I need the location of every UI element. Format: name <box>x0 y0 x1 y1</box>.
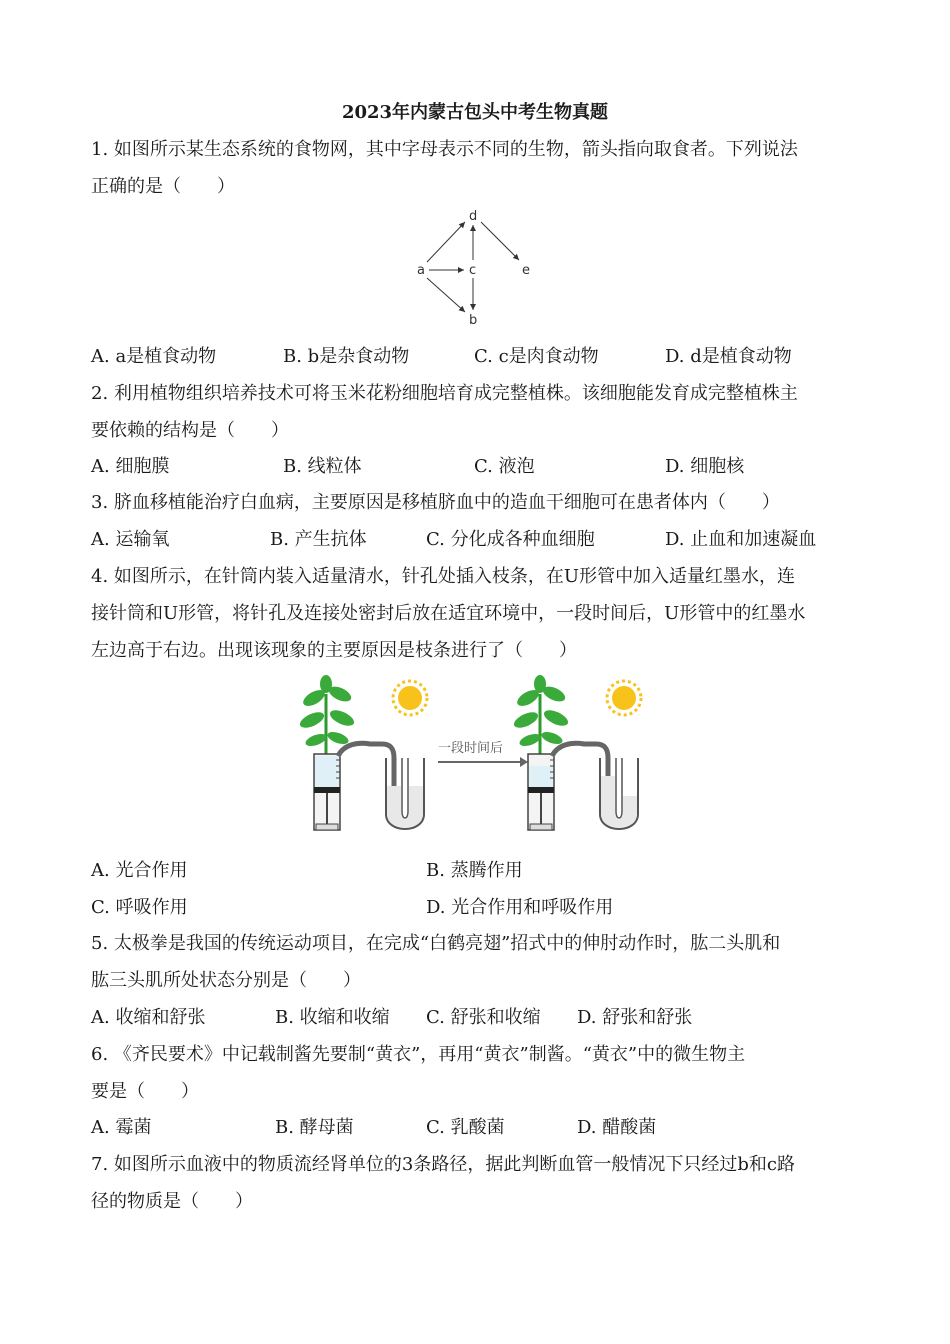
arrow-d-e <box>481 222 519 260</box>
food-web-diagram <box>405 200 545 330</box>
q2-option-d: D. 细胞核 <box>665 456 745 477</box>
node-d: d <box>469 209 478 224</box>
node-b: b <box>469 313 478 328</box>
arrow-a-b <box>427 278 465 312</box>
q7-stem-line2: 径的物质是（ ） <box>91 1191 253 1212</box>
q5-option-d: D. 舒张和舒张 <box>577 1007 693 1028</box>
sun-left-icon <box>393 681 427 715</box>
q5-stem-line2: 肱三头肌所处状态分别是（ ） <box>91 970 361 991</box>
q1-stem-line1: 1. 如图所示某生态系统的食物网，其中字母表示不同的生物，箭头指向取食者。下列说法 <box>91 139 798 160</box>
q6-stem-line1: 6. 《齐民要术》中记载制酱先要制“黄衣”，再用“黄衣”制酱。“黄衣”中的微生物主 <box>91 1044 746 1065</box>
q4-option-d: D. 光合作用和呼吸作用 <box>426 897 614 918</box>
q1-option-a: A. a是植食动物 <box>91 346 217 367</box>
q4-stem-line1: 4. 如图所示，在针筒内装入适量清水，针孔处插入枝条，在U形管中加入适量红墨水，连 <box>91 566 796 587</box>
node-a: a <box>417 263 425 278</box>
page-title: 2023年内蒙古包头中考生物真题 <box>341 102 609 123</box>
q1-option-d: D. d是植食动物 <box>665 346 792 367</box>
q5-option-c: C. 舒张和收缩 <box>426 1007 541 1028</box>
q4-stem-line2: 接针筒和U形管，将针孔及连接处密封后放在适宜环境中，一段时间后，U形管中的红墨水 <box>91 603 806 624</box>
q1-stem-line2: 正确的是（ ） <box>91 176 235 197</box>
node-c: c <box>469 263 477 278</box>
q6-stem-line2: 要是（ ） <box>91 1081 199 1102</box>
setup-before <box>298 675 427 830</box>
q3-option-c: C. 分化成各种血细胞 <box>426 529 595 550</box>
q4-option-a: A. 光合作用 <box>91 860 188 881</box>
time-arrow <box>438 757 528 767</box>
q6-option-a: A. 霉菌 <box>91 1117 152 1138</box>
q6-option-d: D. 醋酸菌 <box>577 1117 657 1138</box>
transpiration-experiment-figure <box>298 674 658 840</box>
syringe-right <box>528 754 554 830</box>
q4-stem-line3: 左边高于右边。出现该现象的主要原因是枝条进行了（ ） <box>91 640 577 661</box>
q6-option-c: C. 乳酸菌 <box>426 1117 505 1138</box>
sun-right-icon <box>607 681 641 715</box>
q2-option-a: A. 细胞膜 <box>91 456 170 477</box>
q3-option-d: D. 止血和加速凝血 <box>665 529 817 550</box>
q2-option-c: C. 液泡 <box>474 456 535 477</box>
q3-option-b: B. 产生抗体 <box>270 529 367 550</box>
q4-option-c: C. 呼吸作用 <box>91 897 188 918</box>
arrow-a-d <box>427 222 465 262</box>
q7-stem-line1: 7. 如图所示血液中的物质流经肾单位的3条路径，据此判断血管一般情况下只经过b和c路 <box>91 1154 795 1175</box>
q5-stem-line1: 5. 太极拳是我国的传统运动项目，在完成“白鹤亮翅”招式中的伸肘动作时，肱二头肌和 <box>91 933 781 954</box>
q2-option-b: B. 线粒体 <box>283 456 362 477</box>
q3-stem-line1: 3. 脐血移植能治疗白血病，主要原因是移植脐血中的造血干细胞可在患者体内（ ） <box>91 492 780 513</box>
q3-option-a: A. 运输氧 <box>91 529 170 550</box>
q2-stem-line2: 要依赖的结构是（ ） <box>91 420 289 441</box>
time-arrow-label: 一段时间后 <box>438 741 504 756</box>
q5-option-a: A. 收缩和舒张 <box>91 1007 206 1028</box>
q1-option-b: B. b是杂食动物 <box>283 346 410 367</box>
q5-option-b: B. 收缩和收缩 <box>275 1007 390 1028</box>
q6-option-b: B. 酵母菌 <box>275 1117 354 1138</box>
setup-after <box>512 675 641 830</box>
q4-option-b: B. 蒸腾作用 <box>426 860 523 881</box>
q2-stem-line1: 2. 利用植物组织培养技术可将玉米花粉细胞培育成完整植株。该细胞能发育成完整植株主 <box>91 383 798 404</box>
q1-option-c: C. c是肉食动物 <box>474 346 599 367</box>
syringe-left <box>314 754 340 830</box>
node-e: e <box>522 263 530 278</box>
